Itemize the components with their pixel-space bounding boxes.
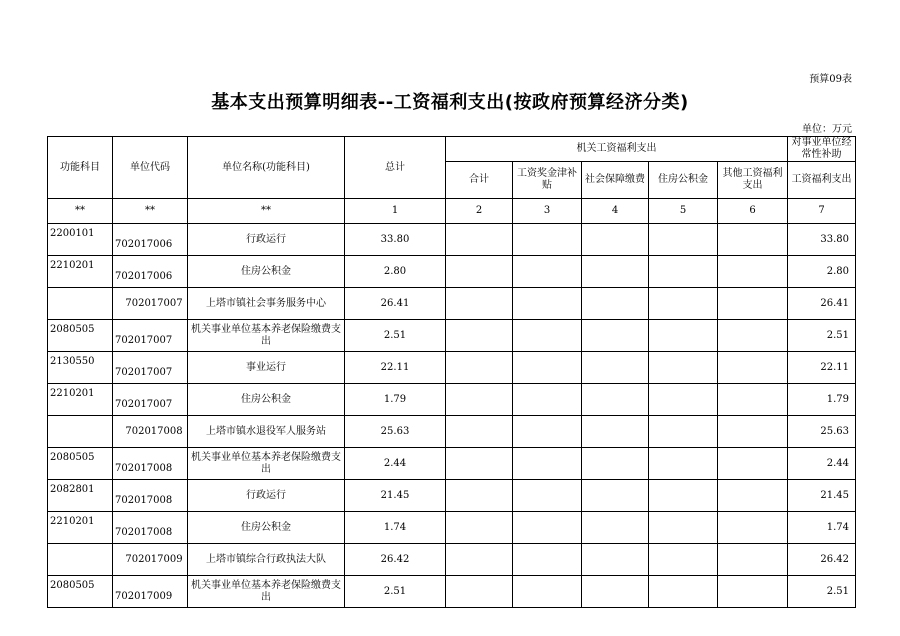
sum-cell xyxy=(446,384,513,416)
col-bonus: 工资奖金津补贴 xyxy=(513,162,582,199)
func-subject-cell xyxy=(48,544,113,576)
welfare-cell: 1.74 xyxy=(788,512,856,544)
index-cell: 6 xyxy=(718,199,788,224)
other-cell xyxy=(718,512,788,544)
index-cell: 3 xyxy=(513,199,582,224)
col-other: 其他工资福利支出 xyxy=(718,162,788,199)
other-cell xyxy=(718,384,788,416)
unit-name-cell: 上塔市镇水退役军人服务站 xyxy=(188,416,345,448)
total-cell: 21.45 xyxy=(345,480,446,512)
welfare-cell: 26.42 xyxy=(788,544,856,576)
housing-cell xyxy=(649,320,718,352)
bonus-cell xyxy=(513,320,582,352)
housing-cell xyxy=(649,352,718,384)
welfare-cell: 2.51 xyxy=(788,576,856,608)
unit-name-cell: 机关事业单位基本养老保险缴费支出 xyxy=(188,448,345,480)
func-subject-cell: 2082801 xyxy=(48,480,113,512)
func-subject-cell: 2210201 xyxy=(48,384,113,416)
table-row xyxy=(48,576,856,608)
housing-cell xyxy=(649,544,718,576)
func-subject-cell xyxy=(48,288,113,320)
col-unit-code: 单位代码 xyxy=(113,137,188,199)
welfare-cell: 2.80 xyxy=(788,256,856,288)
func-subject-cell: 2200101 xyxy=(48,224,113,256)
social-cell xyxy=(582,480,649,512)
social-cell xyxy=(582,256,649,288)
unit-name-cell: 行政运行 xyxy=(188,480,345,512)
welfare-cell: 26.41 xyxy=(788,288,856,320)
sum-cell xyxy=(446,512,513,544)
social-cell xyxy=(582,544,649,576)
table-row xyxy=(48,352,856,384)
total-cell: 2.51 xyxy=(345,576,446,608)
welfare-cell: 21.45 xyxy=(788,480,856,512)
bonus-cell xyxy=(513,288,582,320)
total-cell: 1.79 xyxy=(345,384,446,416)
func-subject-cell: 2080505 xyxy=(48,320,113,352)
social-cell xyxy=(582,512,649,544)
unit-name-cell: 住房公积金 xyxy=(188,256,345,288)
other-cell xyxy=(718,256,788,288)
unit-code-cell: 702017007 xyxy=(113,320,188,352)
func-subject-cell xyxy=(48,416,113,448)
sum-cell xyxy=(446,448,513,480)
unit-name-cell: 行政运行 xyxy=(188,224,345,256)
unit-code-cell: 702017008 xyxy=(113,448,188,480)
index-cell: ** xyxy=(188,199,345,224)
total-cell: 1.74 xyxy=(345,512,446,544)
col-func-subject: 功能科目 xyxy=(48,137,113,199)
total-cell: 2.51 xyxy=(345,320,446,352)
index-cell: 5 xyxy=(649,199,718,224)
budget-table xyxy=(47,136,856,608)
housing-cell xyxy=(649,480,718,512)
unit-name-cell: 机关事业单位基本养老保险缴费支出 xyxy=(188,320,345,352)
unit-name-cell: 上塔市镇社会事务服务中心 xyxy=(188,288,345,320)
other-cell xyxy=(718,352,788,384)
col-subsidy-group: 对事业单位经常性补助 xyxy=(788,137,856,162)
social-cell xyxy=(582,288,649,320)
bonus-cell xyxy=(513,416,582,448)
sum-cell xyxy=(446,224,513,256)
index-cell: ** xyxy=(48,199,113,224)
total-cell: 33.80 xyxy=(345,224,446,256)
social-cell xyxy=(582,416,649,448)
col-social: 社会保障缴费 xyxy=(582,162,649,199)
other-cell xyxy=(718,288,788,320)
bonus-cell xyxy=(513,512,582,544)
bonus-cell xyxy=(513,224,582,256)
housing-cell xyxy=(649,224,718,256)
housing-cell xyxy=(649,256,718,288)
table-row xyxy=(48,320,856,352)
bonus-cell xyxy=(513,480,582,512)
social-cell xyxy=(582,384,649,416)
housing-cell xyxy=(649,576,718,608)
table-row xyxy=(48,416,856,448)
index-cell: 1 xyxy=(345,199,446,224)
welfare-cell: 2.44 xyxy=(788,448,856,480)
form-number: 预算09表 xyxy=(809,74,852,85)
table-row xyxy=(48,288,856,320)
total-cell: 26.42 xyxy=(345,544,446,576)
index-cell: ** xyxy=(113,199,188,224)
table-row xyxy=(48,448,856,480)
other-cell xyxy=(718,576,788,608)
sum-cell xyxy=(446,480,513,512)
unit-name-cell: 住房公积金 xyxy=(188,512,345,544)
unit-name-cell: 住房公积金 xyxy=(188,384,345,416)
index-cell: 7 xyxy=(788,199,856,224)
col-total: 总计 xyxy=(345,137,446,199)
total-cell: 22.11 xyxy=(345,352,446,384)
table-row xyxy=(48,512,856,544)
table-row xyxy=(48,480,856,512)
bonus-cell xyxy=(513,448,582,480)
total-cell: 25.63 xyxy=(345,416,446,448)
housing-cell xyxy=(649,288,718,320)
unit-code-cell: 702017007 xyxy=(113,352,188,384)
social-cell xyxy=(582,352,649,384)
col-welfare: 工资福利支出 xyxy=(788,162,856,199)
table-body xyxy=(48,137,856,608)
unit-code-cell: 702017009 xyxy=(113,544,188,576)
func-subject-cell: 2080505 xyxy=(48,448,113,480)
sum-cell xyxy=(446,256,513,288)
welfare-cell: 22.11 xyxy=(788,352,856,384)
func-subject-cell: 2210201 xyxy=(48,256,113,288)
table-row xyxy=(48,384,856,416)
header-row-1 xyxy=(48,137,856,162)
welfare-cell: 25.63 xyxy=(788,416,856,448)
social-cell xyxy=(582,224,649,256)
sum-cell xyxy=(446,544,513,576)
welfare-cell: 2.51 xyxy=(788,320,856,352)
other-cell xyxy=(718,480,788,512)
col-unit-name: 单位名称(功能科目) xyxy=(188,137,345,199)
unit-code-cell: 702017009 xyxy=(113,576,188,608)
unit-code-cell: 702017006 xyxy=(113,256,188,288)
bonus-cell xyxy=(513,384,582,416)
sum-cell xyxy=(446,288,513,320)
bonus-cell xyxy=(513,256,582,288)
social-cell xyxy=(582,448,649,480)
housing-cell xyxy=(649,384,718,416)
unit-label: 单位：万元 xyxy=(802,124,852,135)
other-cell xyxy=(718,448,788,480)
sum-cell xyxy=(446,416,513,448)
table-row xyxy=(48,256,856,288)
col-housing: 住房公积金 xyxy=(649,162,718,199)
unit-code-cell: 702017008 xyxy=(113,416,188,448)
sum-cell xyxy=(446,576,513,608)
col-sum: 合计 xyxy=(446,162,513,199)
index-row xyxy=(48,199,856,224)
bonus-cell xyxy=(513,352,582,384)
welfare-cell: 1.79 xyxy=(788,384,856,416)
index-cell: 4 xyxy=(582,199,649,224)
total-cell: 2.80 xyxy=(345,256,446,288)
col-agency-group: 机关工资福利支出 xyxy=(446,137,788,162)
unit-name-cell: 机关事业单位基本养老保险缴费支出 xyxy=(188,576,345,608)
sum-cell xyxy=(446,320,513,352)
unit-code-cell: 702017006 xyxy=(113,224,188,256)
table-row xyxy=(48,544,856,576)
total-cell: 26.41 xyxy=(345,288,446,320)
unit-name-cell: 上塔市镇综合行政执法大队 xyxy=(188,544,345,576)
housing-cell xyxy=(649,448,718,480)
other-cell xyxy=(718,224,788,256)
other-cell xyxy=(718,544,788,576)
bonus-cell xyxy=(513,576,582,608)
unit-code-cell: 702017007 xyxy=(113,288,188,320)
func-subject-cell: 2080505 xyxy=(48,576,113,608)
total-cell: 2.44 xyxy=(345,448,446,480)
func-subject-cell: 2130550 xyxy=(48,352,113,384)
housing-cell xyxy=(649,416,718,448)
func-subject-cell: 2210201 xyxy=(48,512,113,544)
social-cell xyxy=(582,320,649,352)
sum-cell xyxy=(446,352,513,384)
other-cell xyxy=(718,320,788,352)
unit-code-cell: 702017008 xyxy=(113,480,188,512)
welfare-cell: 33.80 xyxy=(788,224,856,256)
unit-code-cell: 702017008 xyxy=(113,512,188,544)
table-row xyxy=(48,224,856,256)
social-cell xyxy=(582,576,649,608)
housing-cell xyxy=(649,512,718,544)
index-cell: 2 xyxy=(446,199,513,224)
bonus-cell xyxy=(513,544,582,576)
unit-code-cell: 702017007 xyxy=(113,384,188,416)
page-title: 基本支出预算明细表--工资福利支出(按政府预算经济分类) xyxy=(211,92,689,113)
unit-name-cell: 事业运行 xyxy=(188,352,345,384)
other-cell xyxy=(718,416,788,448)
